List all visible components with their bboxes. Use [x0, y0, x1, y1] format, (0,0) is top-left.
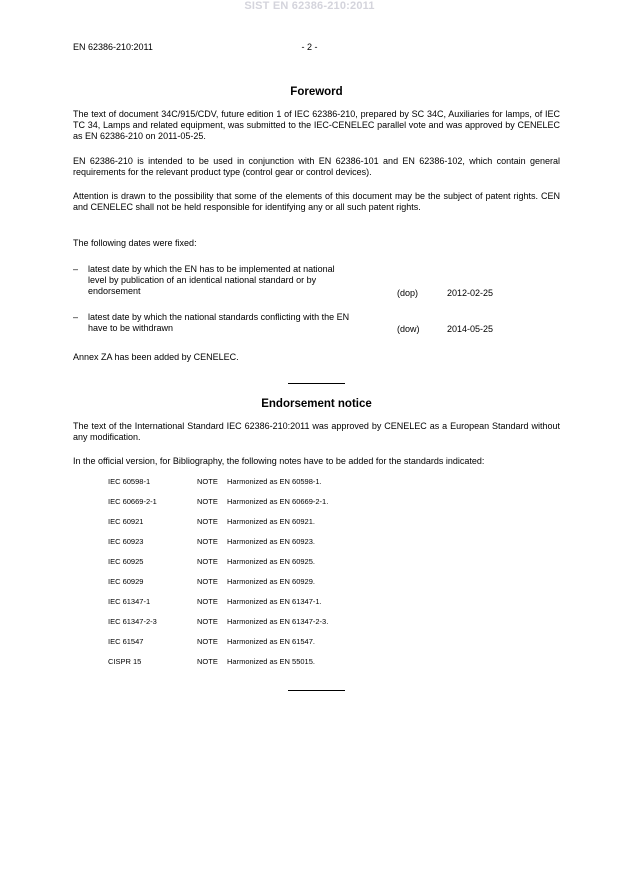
note-text: Harmonized as EN 55015.: [227, 657, 315, 666]
note-text: Harmonized as EN 61347-1.: [227, 597, 322, 606]
foreword-paragraph: The text of document 34C/915/CDV, future edition 1 of IEC 62386-210, prepared by SC 34C, Auxiliaries for lamps, of IEC TC 34, Lamps and related equipment, was submitted to the IEC-CENELEC parallel vote and was approved by CENELEC as EN 62386-210 on 2011-05-25.: [73, 109, 560, 141]
note-text: Harmonized as EN 60925.: [227, 557, 315, 566]
note-label: NOTE: [197, 657, 218, 666]
document-id: EN 62386-210:2011: [73, 42, 153, 52]
note-standard: IEC 60921: [108, 517, 144, 526]
note-text: Harmonized as EN 60669-2-1.: [227, 497, 329, 506]
note-standard: IEC 60923: [108, 537, 144, 546]
note-label: NOTE: [197, 477, 218, 486]
note-standard: IEC 60929: [108, 577, 144, 586]
endorsement-paragraph: The text of the International Standard IEC 62386-210:2011 was approved by CENELEC as a European Standard without any modification.: [73, 421, 560, 442]
note-standard: IEC 61547: [108, 637, 144, 646]
foreword-title: Foreword: [290, 86, 343, 98]
note-text: Harmonized as EN 60921.: [227, 517, 315, 526]
note-text: Harmonized as EN 61347-2-3.: [227, 617, 329, 626]
date-item-code: (dow): [397, 324, 420, 334]
note-label: NOTE: [197, 637, 218, 646]
note-text: Harmonized as EN 60929.: [227, 577, 315, 586]
date-item-date: 2014-05-25: [447, 324, 494, 334]
foreword-paragraph: EN 62386-210 is intended to be used in conjunction with EN 62386-101 and EN 62386-102, which contain general requirements for the relevant product type (control gear or control devices).: [73, 156, 560, 177]
note-standard: IEC 60669-2-1: [108, 497, 157, 506]
note-standard: IEC 60598-1: [108, 477, 151, 486]
note-label: NOTE: [197, 517, 218, 526]
annex-note: Annex ZA has been added by CENELEC.: [73, 352, 239, 362]
note-label: NOTE: [197, 617, 218, 626]
note-standard: CISPR 15: [108, 657, 142, 666]
note-standard: IEC 61347-1: [108, 597, 151, 606]
foreword-paragraph: The following dates were fixed:: [73, 238, 197, 248]
section-divider: [288, 383, 345, 384]
endorsement-title: Endorsement notice: [261, 398, 372, 410]
date-item-text: latest date by which the national standards conflicting with the EN have to be withdrawn: [88, 312, 350, 333]
note-label: NOTE: [197, 577, 218, 586]
list-dash: –: [73, 312, 79, 322]
note-label: NOTE: [197, 557, 218, 566]
note-label: NOTE: [197, 537, 218, 546]
date-item-date: 2012-02-25: [447, 288, 494, 298]
list-dash: –: [73, 264, 79, 274]
note-label: NOTE: [197, 497, 218, 506]
endorsement-paragraph: In the official version, for Bibliography, the following notes have to be added for the standards indicated:: [73, 456, 485, 466]
note-label: NOTE: [197, 597, 218, 606]
note-text: Harmonized as EN 61547.: [227, 637, 315, 646]
date-item-code: (dop): [397, 288, 419, 298]
date-item-text: latest date by which the EN has to be implemented at national level by publication of an identical national standard or by endorsement: [88, 264, 335, 296]
watermark: SIST EN 62386-210:2011: [244, 0, 375, 12]
note-text: Harmonized as EN 60923.: [227, 537, 315, 546]
page-number: - 2 -: [301, 42, 318, 52]
note-standard: IEC 61347-2-3: [108, 617, 157, 626]
section-divider: [288, 690, 345, 691]
foreword-paragraph: Attention is drawn to the possibility that some of the elements of this document may be the subject of patent rights. CEN and CENELEC shall not be held responsible for identifying any or all such patent rights.: [73, 191, 560, 212]
note-standard: IEC 60925: [108, 557, 144, 566]
note-text: Harmonized as EN 60598-1.: [227, 477, 322, 486]
